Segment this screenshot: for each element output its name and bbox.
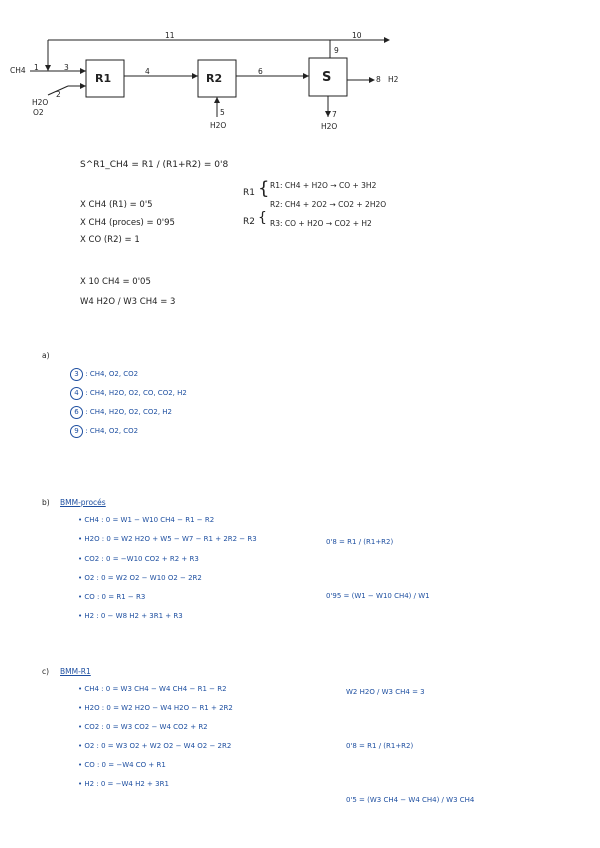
s-water-label: H2O [321, 122, 338, 131]
arrow-10 [384, 37, 390, 43]
arrow-2 [80, 83, 86, 89]
stream-11-label: 11 [165, 31, 175, 40]
reaction-3: R3: CO + H2O → CO2 + H2 [270, 219, 372, 228]
part-b-side-1: 0'8 = R1 / (R1+R2) [326, 538, 394, 546]
arrow-4 [192, 73, 198, 79]
part-c-eq: • CO : 0 = −W4 CO + R1 [78, 761, 166, 769]
feed-o2-label: O2 [33, 108, 44, 117]
stream-7-label: 7 [332, 110, 337, 119]
part-c-side-2: 0'8 = R1 / (R1+R2) [346, 742, 414, 750]
part-b-label: b) [42, 498, 50, 507]
stream-3-label: 3 [64, 63, 69, 72]
stream-6-label: 6 [258, 67, 263, 76]
brace-r1: { [258, 178, 270, 199]
spec-conv-process: X CH4 (proces) = 0'95 [80, 218, 175, 228]
part-a-label: a) [42, 351, 50, 360]
part-c-side-3: 0'5 = (W3 CH4 − W4 CH4) / W3 CH4 [346, 796, 475, 804]
r2-water-label: H2O [210, 121, 227, 130]
product-h2-label: H2 [388, 75, 399, 84]
part-b-eq: • CO : 0 = R1 − R3 [78, 593, 146, 601]
arrow-6 [303, 73, 309, 79]
part-c-header: BMM-R1 [60, 667, 91, 676]
spec-x10: X 10 CH4 = 0'05 [80, 277, 151, 287]
part-c-eq: • CO2 : 0 = W3 CO2 − W4 CO2 + R2 [78, 723, 208, 731]
part-c-eq: • H2O : 0 = W2 H2O − W4 H2O − R1 + 2R2 [78, 704, 233, 712]
spec-conv-co: X CO (R2) = 1 [80, 235, 140, 245]
arrow-8 [369, 77, 375, 83]
brace-r2: { [258, 210, 267, 226]
stream-circle-3: 3 [70, 368, 83, 381]
stream-5-label: 5 [220, 108, 225, 117]
reaction-1: R1: CH4 + H2O → CO + 3H2 [270, 181, 377, 190]
feed-ch4-label: CH4 [10, 66, 26, 75]
stream-2-label: 2 [56, 90, 61, 99]
part-a-item-text: : CH4, O2, CO2 [85, 427, 139, 435]
unit-s-label: S [322, 70, 332, 85]
part-b-side-2: 0'95 = (W1 − W10 CH4) / W1 [326, 592, 430, 600]
part-c-eq: • CH4 : 0 = W3 CH4 − W4 CH4 − R1 − R2 [78, 685, 227, 693]
feed-h2o-label: H2O [32, 98, 49, 107]
stream-circle-9: 9 [70, 425, 83, 438]
reaction-group-r1: R1 [243, 188, 255, 198]
spec-conv-r1: X CH4 (R1) = 0'5 [80, 200, 153, 210]
stream-1-label: 1 [34, 63, 39, 72]
part-c-eq: • O2 : 0 = W3 O2 + W2 O2 − W4 O2 − 2R2 [78, 742, 232, 750]
unit-r2-label: R2 [206, 72, 223, 85]
stream-4-label: 4 [145, 67, 150, 76]
part-c-side-1: W2 H2O / W3 CH4 = 3 [346, 688, 425, 696]
reaction-2: R2: CH4 + 2O2 → CO2 + 2H2O [270, 200, 387, 209]
part-a-item-text: : CH4, O2, CO2 [85, 370, 139, 378]
stream-circle-4: 4 [70, 387, 83, 400]
part-b-eq: • CO2 : 0 = −W10 CO2 + R2 + R3 [78, 555, 199, 563]
part-c-eq: • H2 : 0 = −W4 H2 + 3R1 [78, 780, 169, 788]
part-a-item-text: : CH4, H2O, O2, CO2, H2 [85, 408, 172, 416]
part-b-eq: • O2 : 0 = W2 O2 − W10 O2 − 2R2 [78, 574, 202, 582]
unit-r1-label: R1 [95, 72, 112, 85]
stream-8-label: 8 [376, 75, 381, 84]
part-b-eq: • H2 : 0 − W8 H2 + 3R1 + R3 [78, 612, 183, 620]
reaction-group-r2: R2 [243, 217, 255, 227]
part-a-item [70, 368, 138, 381]
arrow-7 [325, 111, 331, 117]
part-a-item [70, 387, 187, 400]
spec-ratio: W4 H2O / W3 CH4 = 3 [80, 297, 176, 307]
part-b-eq: • CH4 : 0 = W1 − W10 CH4 − R1 − R2 [78, 516, 215, 524]
stream-9-label: 9 [334, 46, 339, 55]
stream-circle-6: 6 [70, 406, 83, 419]
arrow-5 [214, 97, 220, 103]
arrow-11 [45, 65, 51, 71]
stream-10-label: 10 [352, 31, 362, 40]
part-a-item [70, 425, 138, 438]
arrow-1 [80, 68, 86, 74]
part-b-eq: • H2O : 0 = W2 H2O + W5 − W7 − R1 + 2R2 − R3 [78, 535, 257, 543]
part-c-label: c) [42, 667, 50, 676]
part-b-header: BMM-procés [60, 498, 106, 507]
part-a-item-text: : CH4, H2O, O2, CO, CO2, H2 [85, 389, 187, 397]
spec-selectivity: S^R1_CH4 = R1 / (R1+R2) = 0'8 [80, 160, 229, 170]
part-a-item [70, 406, 172, 419]
